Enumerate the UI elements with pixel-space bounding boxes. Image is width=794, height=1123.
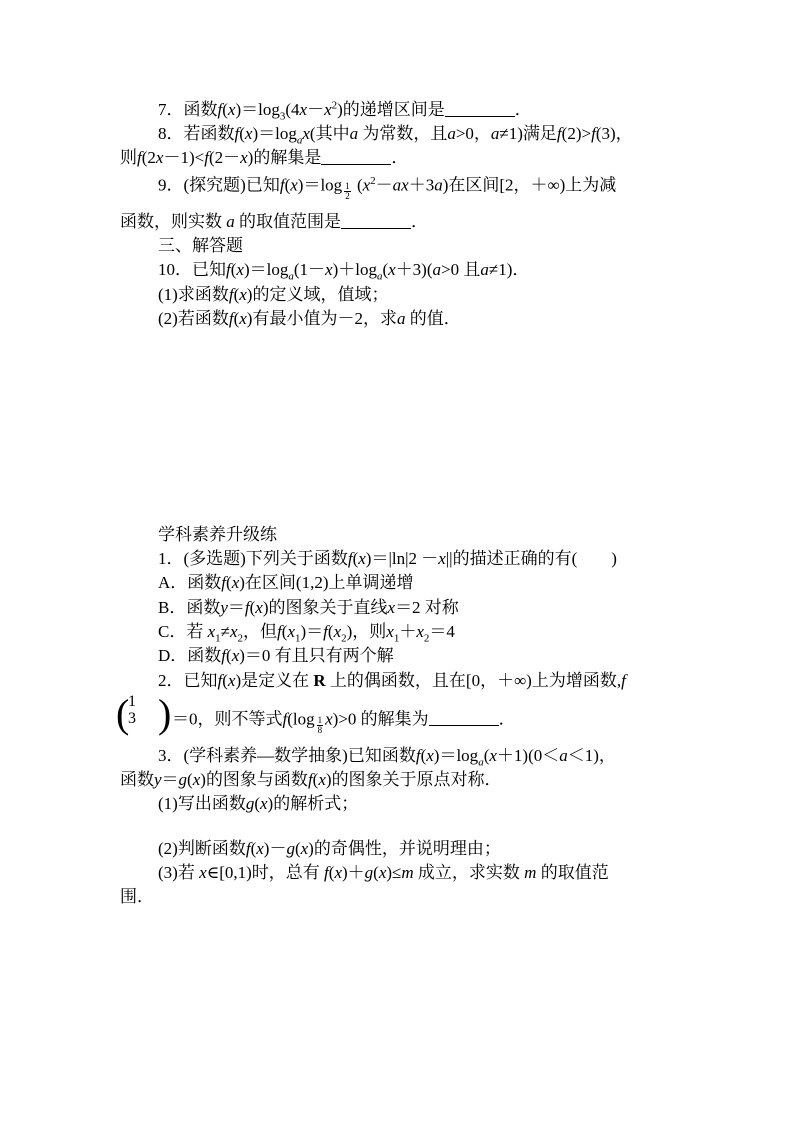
right-paren: ) [158,691,172,736]
question-10-part-2: (2)若函数f(x)有最小值为－2，求a 的值． [158,309,461,328]
question-9-line-2: 函数，则实数 a 的取值范围是 ． [120,212,428,231]
answer-blank [341,212,411,229]
upgrade-question-3-part-1: (1)写出函数g(x)的解析式； [158,794,359,813]
answer-blank [445,100,515,117]
fraction-one-third: 1 3 [128,693,136,727]
question-10: 10．已知$f(x)=\log_a(1-x)+\log_a(x+3)(a>0$ 且a≠1)． [158,260,530,283]
upgrade-question-3: 3．(学科素养—数学抽象)已知函数$f(x)=\log_a(x+1)(0<a<1)$， [158,746,616,769]
upgrade-question-3-line-2: 函数y＝g(x)的图象与函数f(x)的图象关于原点对称． [120,770,502,789]
question-8: 8．若函数$f(x)=\log_ax$(其中a 为常数，且a>0，a≠1)满足f(2)>f(3)， [158,124,633,147]
answer-blank [429,709,499,726]
upgrade-question-3-part-2: (2)判断函数f(x)－g(x)的奇偶性，并说明理由； [158,839,501,858]
option-b: B．函数y＝f(x)的图象关于直线x＝2 对称 [158,598,459,617]
upgrade-question-1: 1．(多选题)下列关于函数f(x)＝|ln|2 －x||的描述正确的有( ) [158,549,617,568]
answer-blank [321,148,391,165]
question-9: 9．(探究题)已知f(x)＝log $\frac{1}{2}$ $(x^2-ax+3a)$在区间[2，＋∞)上为减 [158,174,617,201]
section-heading-upgrade: 学科素养升级练 [158,525,277,545]
question-7: 7．函数$f(x)=\log_3(4x-x^2)$的递增区间是 ． [158,99,532,123]
option-d: D．函数f(x)＝0 有且只有两个解 [158,646,394,665]
question-8-line-2: 则f(2x－1)<f(2－x)的解集是 ． [120,148,409,167]
option-a: A．函数f(x)在区间(1,2)上单调递增 [158,573,414,592]
upgrade-question-2: 2．已知f(x)是定义在 R 上的偶函数，且在[0，＋∞)上为增函数,f [158,671,626,690]
left-paren: ( [116,691,130,736]
question-10-part-1: (1)求函数f(x)的定义域，值域； [158,285,389,304]
upgrade-question-3-part-3-line-2: 围． [120,887,154,906]
upgrade-question-2-line-2: ＝0，则不等式f(log $\frac{1}{8}$ x)>0 的解集为 ． [172,709,516,735]
upgrade-question-3-part-3: (3)若 x∈[0,1)时，总有 f(x)＋g(x)≤m 成立，求实数 m 的取值范 [158,863,609,882]
section-heading-3: 三、解答题 [158,236,243,256]
option-c: C．若 $x_1\ne x_2$，但$f(x_1)=f(x_2)$，则$x_1+x_2=4$ [158,622,455,645]
